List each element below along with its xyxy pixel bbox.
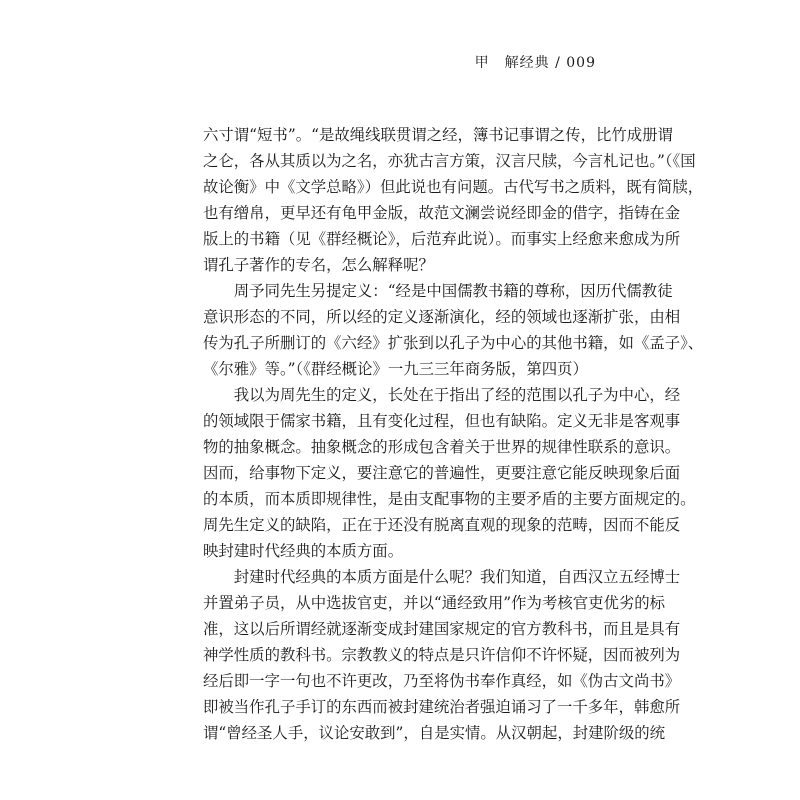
text-line: 封建时代经典的本质方面是什么呢？我们知道，自西汉立五经博士 [203, 568, 681, 586]
text-line: 经后即一字一句也不许更改，乃至将伪书奉作真经，如《伪古文尚书》 [203, 672, 681, 690]
text-line: 六寸谓“短书”。“是故绳线联贯谓之经，簿书记事谓之传，比竹成册谓 [203, 126, 673, 144]
text-line: 神学性质的教科书。宗教教义的特点是只许信仰不许怀疑，因而被列为 [203, 646, 681, 664]
text-line: 周先生定义的缺陷，正在于还没有脱离直观的现象的范畴，因而不能反 [203, 516, 681, 534]
text-line: 故论衡》中《文学总略》）但此说也有问题。古代写书之质料，既有简牍， [203, 178, 704, 196]
body-text [203, 122, 704, 746]
text-line: 谓孔子著作的专名，怎么解释呢？ [203, 256, 434, 274]
text-line: 物的抽象概念。抽象概念的形成包含着关于世界的规律性联系的意识。 [203, 438, 681, 456]
text-line: 即被当作孔子手订的东西而被封建统治者强迫诵习了一千多年，韩愈所 [203, 698, 681, 716]
text-line: 准，这以后所谓经就逐渐变成封建国家规定的官方教科书，而且是具有 [203, 620, 681, 638]
text-line: 意识形态的不同，所以经的定义逐渐演化，经的领域也逐渐扩张，由相 [203, 308, 681, 326]
text-line: 映封建时代经典的本质方面。 [203, 542, 404, 560]
text-line: 传为孔子所删订的《六经》扩张到以孔子为中心的其他书籍，如《孟子》、 [203, 334, 704, 352]
text-line: 并置弟子员，从中选拔官吏，并以“通经致用”作为考核官吏优劣的标 [203, 594, 666, 612]
text-line: 的领域限于儒家书籍，且有变化过程，但也有缺陷。定义无非是客观事 [203, 412, 681, 430]
text-line: 版上的书籍（见《群经概论》，后范弃此说）。而事实上经愈来愈成为所 [203, 230, 681, 248]
text-line: 之仑，各从其质以为之名，亦犹古言方策，汉言尺牍，今言札记也。”（《国 [203, 152, 696, 170]
text-line: 的本质，而本质即规律性，是由支配事物的主要矛盾的主要方面规定的。 [203, 490, 696, 508]
text-line: 我以为周先生的定义，长处在于指出了经的范围以孔子为中心，经 [203, 386, 681, 404]
text-line: 周予同先生另提定义：“经是中国儒教书籍的尊称，因历代儒教徒 [203, 282, 673, 300]
running-header: 甲 解经典 / 009 [474, 55, 596, 71]
text-line: 因而，给事物下定义，要注意它的普遍性，更要注意它能反映现象后面 [203, 464, 681, 482]
text-line: 《尔雅》等。”（《群经概论》一九三三年商务版，第四页） [203, 360, 588, 378]
text-line: 谓“曾经圣人手，议论安敢到”，自是实情。从汉朝起，封建阶级的统 [203, 724, 666, 742]
text-line: 也有缯帛，更早还有龟甲金版，故范文澜尝说经即金的借字，指铸在金 [203, 204, 681, 222]
